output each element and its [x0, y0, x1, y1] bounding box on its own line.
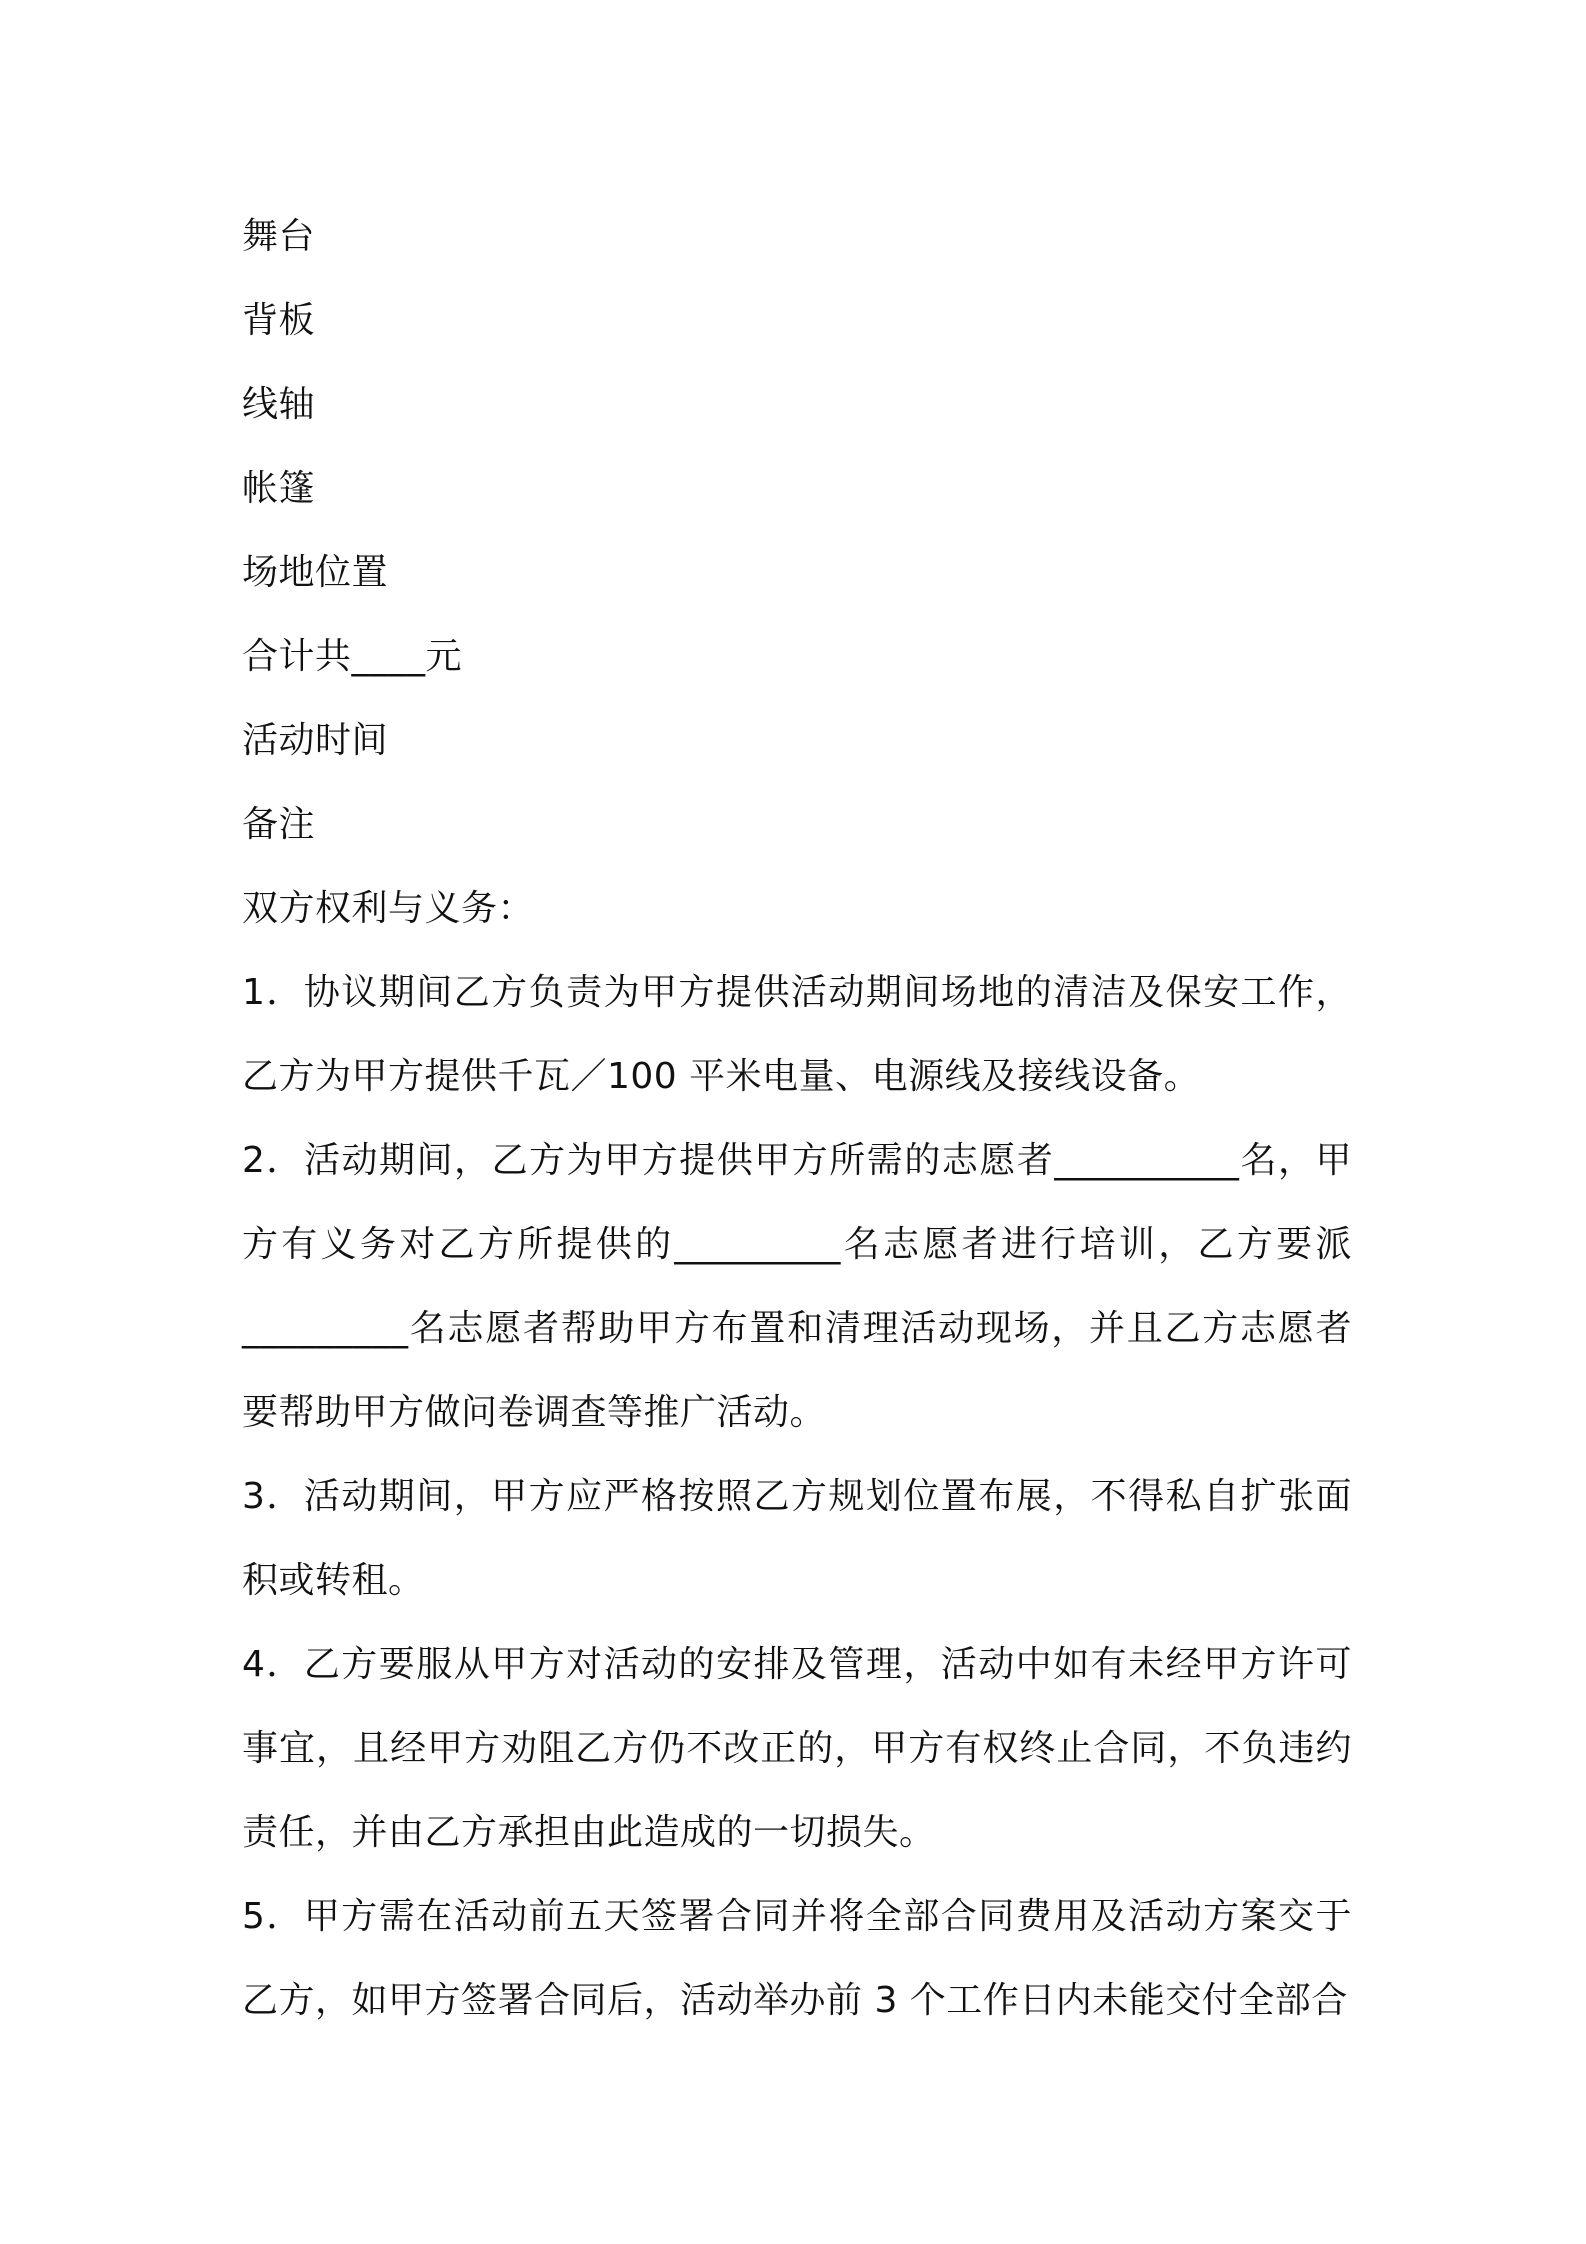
- clause-2: 2．活动期间，乙方为甲方提供甲方所需的志愿者__________名，甲方有义务对乙方所提供的_________名志愿者进行培训，乙方要派_________名志愿者帮助甲方布置和清理活动现场，并且乙方志愿者要帮助甲方做问卷调查等推广活动。: [242, 1140, 1352, 1433]
- clause-5: 5．甲方需在活动前五天签署合同并将全部合同费用及活动方案交于乙方，如甲方签署合同后，活动举办前 3 个工作日内未能交付全部合: [242, 1896, 1352, 2021]
- section-heading-rights-obligations: 双方权利与义务：: [242, 888, 535, 929]
- item-cable-reel: 线轴: [242, 384, 316, 425]
- clause-1: 1．协议期间乙方负责为甲方提供活动期间场地的清洁及保安工作，乙方为甲方提供千瓦／100 平米电量、电源线及接线设备。: [242, 972, 1352, 1097]
- item-backdrop: 背板: [242, 300, 316, 341]
- clause-4: 4．乙方要服从甲方对活动的安排及管理，活动中如有未经甲方许可事宜，且经甲方劝阻乙方仍不改正的，甲方有权终止合同，不负违约责任，并由乙方承担由此造成的一切损失。: [242, 1644, 1352, 1853]
- item-activity-time: 活动时间: [242, 720, 389, 761]
- item-venue-location: 场地位置: [242, 552, 389, 593]
- item-remarks: 备注: [242, 804, 316, 845]
- item-tent: 帐篷: [242, 468, 316, 509]
- clause-3: 3．活动期间，甲方应严格按照乙方规划位置布展，不得私自扩张面积或转租。: [242, 1476, 1352, 1601]
- item-stage: 舞台: [242, 216, 316, 257]
- item-total: 合计共____元: [242, 636, 463, 677]
- document-body: [242, 195, 1352, 2043]
